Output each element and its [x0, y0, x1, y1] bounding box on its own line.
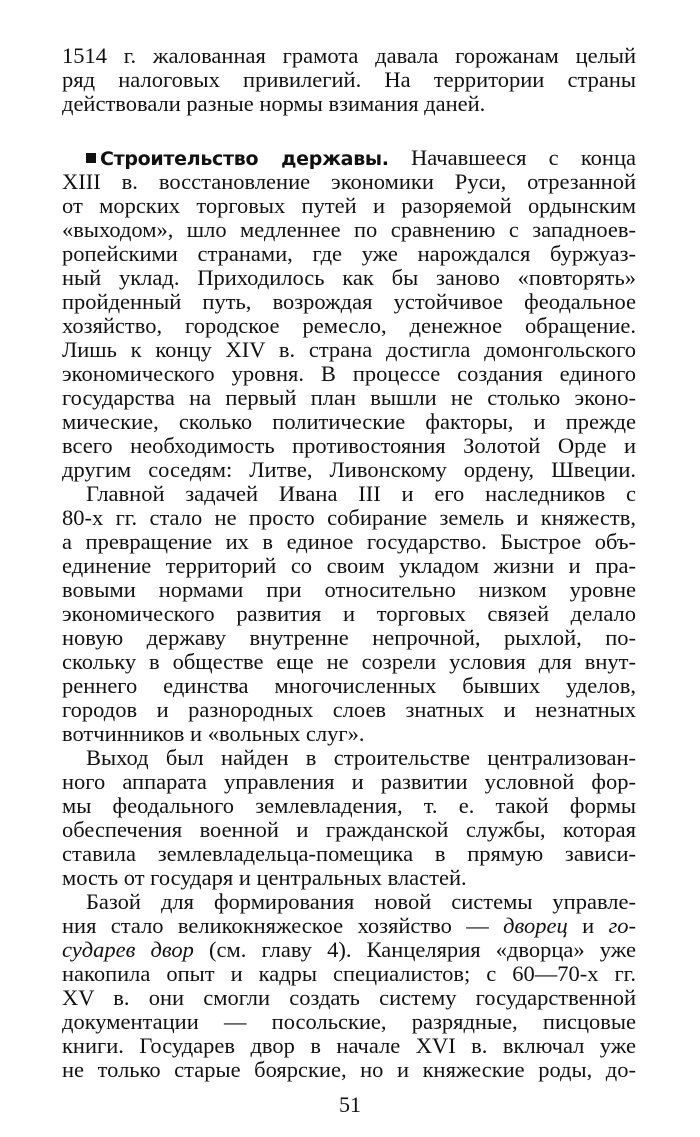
- text-line: новую державу внутренне непрочной, рыхлой, по-: [62, 625, 636, 650]
- text-fragment: ния стало великокняжеское хозяйство —: [62, 913, 504, 938]
- text-line: 80-х гг. стало не просто собирание земель и княжеств,: [62, 505, 636, 530]
- text-line: экономического уровня. В процессе создания единого: [62, 361, 636, 386]
- text-line: Лишь к концу XIV в. страна достигла домонгольского: [62, 337, 636, 362]
- text-line: мы феодального землевладения, т. е. такой формы: [62, 793, 636, 818]
- italic-term: дворец: [503, 913, 568, 938]
- text-line: накопила опыт и кадры специалистов; с 60—70-х гг.: [62, 961, 636, 986]
- italic-term: сударев двор: [62, 937, 194, 962]
- text-line: обеспечения военной и гражданской службы, которая: [62, 817, 636, 842]
- text-line: [62, 914, 636, 938]
- text-line: экономического развития и торговых связей делало: [62, 601, 636, 626]
- text-line: XIII в. восстановление экономики Руси, отрезанной: [62, 169, 636, 194]
- italic-term: го-: [608, 913, 637, 938]
- text-line: от морских торговых путей и разоряемой ордынским: [62, 193, 636, 218]
- text-line: книги. Государев двор в начале XVI в. включал уже: [62, 1033, 636, 1058]
- text-line: не только старые боярские, но и княжеские роды, до-: [62, 1057, 636, 1082]
- section-heading-line: [86, 146, 636, 171]
- text-line: вотчинников и «вольных слуг».: [62, 721, 365, 746]
- text-line: а превращение их в единое государство. Быстрое объ-: [62, 529, 636, 554]
- text-line: «выходом», шло медленнее по сравнению с западноев-: [62, 217, 636, 242]
- section-heading: Строительство державы.: [100, 148, 389, 170]
- text-line: 1514 г. жалованная грамота давала горожанам целый: [62, 43, 636, 68]
- page-number: 51: [339, 1092, 361, 1117]
- text-line: [62, 938, 636, 962]
- text-line: пройденный путь, возрождая устойчивое феодальное: [62, 289, 636, 314]
- text-line: реннего единства многочисленных бывших уделов,: [62, 673, 636, 698]
- text-line: ропейскими странами, где уже нарождался буржуаз-: [62, 241, 636, 266]
- text-line: ставила землевладельца-помещика в прямую зависи-: [62, 841, 636, 866]
- text-line: мические, сколько политические факторы, и прежде: [62, 409, 636, 434]
- square-bullet-icon: [86, 153, 96, 163]
- text-line: государства на первый план вышли не столько эконо-: [62, 385, 636, 410]
- text-line: Выход был найден в строительстве централизован-: [86, 745, 636, 770]
- text-line: единение территорий со своим укладом жизни и пра-: [62, 553, 636, 578]
- text-fragment: Начавшееся с конца: [410, 145, 636, 170]
- text-line: Главной задачей Ивана III и его наследников с: [86, 481, 636, 506]
- text-line: скольку в обществе еще не созрели условия для внут-: [62, 649, 636, 674]
- text-line: ный уклад. Приходилось как бы заново «повторять»: [62, 265, 636, 290]
- text-line: документации — посольские, разрядные, писцовые: [62, 1009, 636, 1034]
- text-line: ного аппарата управления и развитии условной фор-: [62, 769, 636, 794]
- text-line: действовали разные нормы взимания даней.: [62, 91, 486, 116]
- text-line: XV в. они смогли создать систему государственной: [62, 985, 636, 1010]
- text-line: хозяйство, городское ремесло, денежное обращение.: [62, 313, 636, 338]
- text-line: городов и разнородных слоев знатных и незнатных: [62, 697, 636, 722]
- text-line: мость от государя и центральных властей.: [62, 865, 467, 890]
- text-line: вовыми нормами при относительно низком уровне: [62, 577, 636, 602]
- text-line: Базой для формирования новой системы управле-: [86, 889, 636, 914]
- text-line: другим соседям: Литве, Ливонскому ордену, Швеции.: [62, 457, 636, 482]
- text-line: всего необходимость противостояния Золотой Орде и: [62, 433, 636, 458]
- text-fragment: и: [567, 913, 609, 938]
- text-fragment: (см. главу 4). Канцелярия «дворца» уже: [193, 937, 636, 962]
- text-line: ряд налоговых привилегий. На территории страны: [62, 67, 636, 92]
